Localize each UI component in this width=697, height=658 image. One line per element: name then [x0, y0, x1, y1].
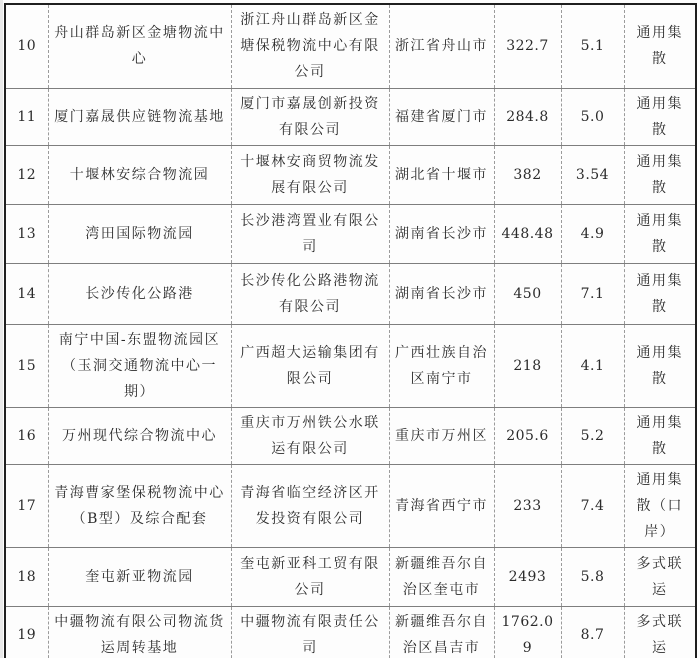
cell-metric1: 218	[494, 324, 561, 407]
cell-company: 浙江舟山群岛新区金塘保税物流中心有限公司	[231, 4, 389, 88]
cell-metric1: 205.6	[494, 407, 561, 464]
table-row	[5, 547, 696, 606]
cell-metric2: 7.1	[561, 263, 624, 324]
logistics-parks-table	[4, 3, 697, 658]
cell-metric2: 5.2	[561, 407, 624, 464]
table-row	[5, 263, 696, 324]
cell-park-name: 万州现代综合物流中心	[48, 407, 231, 464]
cell-type: 多式联运	[624, 606, 696, 658]
cell-company: 长沙传化公路港物流有限公司	[231, 263, 389, 324]
cell-type: 通用集散	[624, 88, 696, 145]
cell-metric1: 448.48	[494, 204, 561, 263]
cell-type: 通用集散	[624, 204, 696, 263]
cell-type: 通用集散	[624, 324, 696, 407]
cell-park-name: 厦门嘉晟供应链物流基地	[48, 88, 231, 145]
cell-metric1: 382	[494, 145, 561, 204]
cell-park-name: 奎屯新亚物流园	[48, 547, 231, 606]
cell-metric1: 1762.09	[494, 606, 561, 658]
cell-metric2: 5.1	[561, 4, 624, 88]
cell-metric1: 2493	[494, 547, 561, 606]
cell-park-name: 南宁中国-东盟物流园区（玉洞交通物流中心一期）	[48, 324, 231, 407]
cell-company: 奎屯新亚科工贸有限公司	[231, 547, 389, 606]
table-body	[5, 4, 696, 658]
cell-company: 青海省临空经济区开发投资有限公司	[231, 464, 389, 547]
cell-index: 19	[5, 606, 48, 658]
cell-index: 17	[5, 464, 48, 547]
table-row	[5, 407, 696, 464]
cell-index: 11	[5, 88, 48, 145]
cell-index: 16	[5, 407, 48, 464]
cell-metric2: 3.54	[561, 145, 624, 204]
cell-location: 重庆市万州区	[389, 407, 494, 464]
cell-index: 13	[5, 204, 48, 263]
table-row	[5, 464, 696, 547]
cell-location: 浙江省舟山市	[389, 4, 494, 88]
cell-location: 新疆维吾尔自治区奎屯市	[389, 547, 494, 606]
cell-metric1: 284.8	[494, 88, 561, 145]
cell-index: 15	[5, 324, 48, 407]
cell-index: 10	[5, 4, 48, 88]
cell-location: 青海省西宁市	[389, 464, 494, 547]
cell-company: 重庆市万州铁公水联运有限公司	[231, 407, 389, 464]
cell-park-name: 湾田国际物流园	[48, 204, 231, 263]
cell-location: 福建省厦门市	[389, 88, 494, 145]
cell-index: 12	[5, 145, 48, 204]
cell-metric2: 4.1	[561, 324, 624, 407]
cell-metric2: 5.8	[561, 547, 624, 606]
cell-type: 通用集散	[624, 407, 696, 464]
cell-location: 湖南省长沙市	[389, 263, 494, 324]
cell-location: 湖南省长沙市	[389, 204, 494, 263]
cell-park-name: 十堰林安综合物流园	[48, 145, 231, 204]
cell-company: 中疆物流有限责任公司	[231, 606, 389, 658]
cell-location: 广西壮族自治区南宁市	[389, 324, 494, 407]
cell-type: 通用集散	[624, 4, 696, 88]
table-row	[5, 204, 696, 263]
cell-location: 湖北省十堰市	[389, 145, 494, 204]
cell-company: 十堰林安商贸物流发展有限公司	[231, 145, 389, 204]
cell-park-name: 青海曹家堡保税物流中心（B型）及综合配套	[48, 464, 231, 547]
cell-park-name: 中疆物流有限公司物流货运周转基地	[48, 606, 231, 658]
cell-type: 通用集散	[624, 263, 696, 324]
table-row	[5, 324, 696, 407]
cell-location: 新疆维吾尔自治区昌吉市	[389, 606, 494, 658]
cell-index: 14	[5, 263, 48, 324]
table-row	[5, 4, 696, 88]
cell-metric2: 8.7	[561, 606, 624, 658]
cell-metric2: 4.9	[561, 204, 624, 263]
cell-company: 广西超大运输集团有限公司	[231, 324, 389, 407]
cell-park-name: 舟山群岛新区金塘物流中心	[48, 4, 231, 88]
table-row	[5, 88, 696, 145]
cell-type: 通用集散	[624, 145, 696, 204]
cell-type: 通用集散（口岸）	[624, 464, 696, 547]
table-row	[5, 606, 696, 658]
cell-type: 多式联运	[624, 547, 696, 606]
cell-metric2: 7.4	[561, 464, 624, 547]
cell-park-name: 长沙传化公路港	[48, 263, 231, 324]
cell-index: 18	[5, 547, 48, 606]
cell-company: 长沙港湾置业有限公司	[231, 204, 389, 263]
cell-metric2: 5.0	[561, 88, 624, 145]
cell-metric1: 322.7	[494, 4, 561, 88]
table-row	[5, 145, 696, 204]
cell-company: 厦门市嘉晟创新投资有限公司	[231, 88, 389, 145]
cell-metric1: 233	[494, 464, 561, 547]
cell-metric1: 450	[494, 263, 561, 324]
